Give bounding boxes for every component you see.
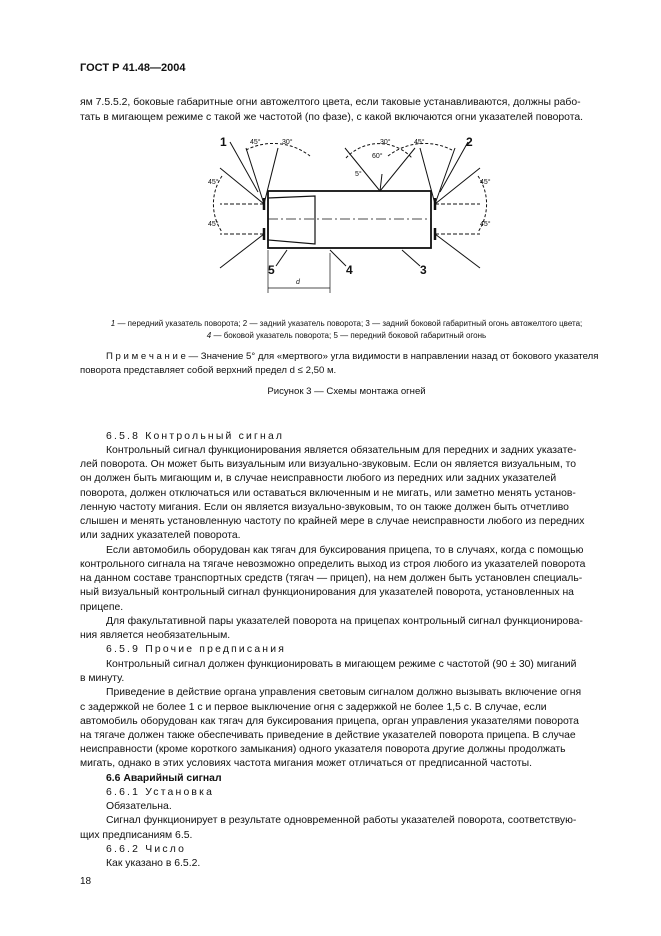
s659-p2-l6: мигать, однако в этих условиях частота мигания может отличаться от предписанной частоты.: [80, 758, 532, 769]
angle-45-right-up: 45°: [414, 139, 425, 146]
angle-45-right-top: 45°: [480, 179, 491, 186]
s658-p2-l2: контрольного сигнала на тягаче невозможно определить выход из строя любого из указателей поворота: [80, 559, 586, 570]
s658-p1-l2: лей поворота. Он может быть визуальным или визуально-звуковым. Если он является визуальным, то: [80, 459, 577, 470]
s658-p2-l4: ный визуальный контрольный сигнал функционирования для указателей поворота, установленных на: [80, 587, 574, 598]
page-header: ГОСТ Р 41.48—2004: [80, 62, 186, 74]
s659-heading: 6.5.9 Прочие предписания: [106, 644, 287, 655]
angle-45-left-up: 45°: [250, 139, 261, 146]
caption-text-2: — боковой указатель поворота; 5 — передний боковой габаритный огонь: [213, 331, 487, 340]
s658-p2-l5: прицепе.: [80, 602, 124, 613]
intro-line-2: тать в мигающем режиме с такой же частотой (по фазе), с какой включаются огни указателей поворота.: [80, 112, 584, 123]
s659-p2-l2: с задержкой не более 1 с и первое выключение огня с задержкой не более 1,5 с. В случае, если: [80, 702, 547, 713]
s658-p2-l3: на данном составе транспортных средств (тягач — прицеп), на нем должен быть установлен специаль-: [80, 573, 583, 584]
s658-p3-l2: ния является необязательным.: [80, 630, 231, 641]
vehicle-body: [268, 191, 431, 248]
s661-text: Обязательна.: [106, 801, 172, 812]
note-label: П р и м е ч а н и е: [106, 351, 186, 362]
caption-num-1: 1: [110, 319, 116, 328]
s658-p1-l1: Контрольный сигнал функционирования является обязательным для передних и задних указате-: [106, 445, 577, 456]
s661-p-l1: Сигнал функционирует в результате одновременной работы указателей поворота, соответствую-: [106, 815, 577, 826]
s659-p1-l1: Контрольный сигнал должен функционировать в мигающем режиме с частотой (90 ± 30) миганий: [106, 659, 577, 670]
fig-label-1: 1: [220, 135, 227, 149]
s662-text: Как указано в 6.5.2.: [106, 858, 201, 869]
s661-p-l2: щих предписаниям 6.5.: [80, 830, 193, 841]
s66-heading: 6.6 Аварийный сигнал: [106, 773, 222, 784]
figure-caption-1: [80, 318, 613, 330]
s661-heading: 6.6.1 Установка: [106, 787, 215, 798]
s658-heading: 6.5.8 Контрольный сигнал: [106, 431, 285, 442]
s658-p1-l5: ленную частоту мигания. Если он является визуально-звуковым, то он также должен быть отчетливо: [80, 502, 569, 513]
angle-30-right-up: 30°: [380, 139, 391, 146]
page-number: 18: [80, 876, 92, 887]
s659-p2-l1: Приведение в действие органа управления световым сигналом должно вызывать включение огня: [106, 687, 582, 698]
fig-label-2: 2: [466, 135, 473, 149]
s658-p1-l6: слышен и менять установленную частоту по крайней мере в случае неисправности любого из передних: [80, 516, 585, 527]
angle-45-left-bottom: 45°: [208, 221, 219, 228]
dimension-d: d: [296, 279, 300, 286]
angle-45-left-top: 45°: [208, 179, 219, 186]
figure-3-diagram: [150, 128, 530, 303]
s659-p2-l3: автомобиль оборудован как тягач для буксирования прицепа, орган управления указателями поворота: [80, 716, 579, 727]
s659-p2-l4: на тягаче должен также обеспечивать приведение в действие указателей поворота прицепа. В случае: [80, 730, 576, 741]
fig-label-5: 5: [268, 263, 275, 277]
s658-p3-l1: Для факультативной пары указателей поворота на прицепах контрольный сигнал функционирова-: [106, 616, 583, 627]
s662-heading: 6.6.2 Число: [106, 844, 187, 855]
angle-30-left-up: 30°: [282, 139, 293, 146]
angle-45-right-bottom: 45°: [480, 221, 491, 228]
s658-p2-l1: Если автомобиль оборудован как тягач для буксирования прицепа, то в случаях, когда с помощью: [106, 545, 584, 556]
note-line-1: — Значение 5° для «мертвого» угла видимости в направлении назад от бокового указателя: [185, 351, 599, 362]
caption-text-1: — передний указатель поворота; 2 — задний указатель поворота; 3 — задний боковой габаритный огонь автожелтого цвета;: [117, 319, 583, 328]
figure-caption-2: [80, 330, 613, 342]
s659-p2-l5: неисправности (кроме короткого замыкания) одного указателя поворота другие должны продолжать: [80, 744, 566, 755]
intro-line-1: ям 7.5.5.2, боковые габаритные огни автожелтого цвета, если таковые устанавливаются, должны рабо-: [80, 97, 581, 108]
s658-p1-l7: или задних указателей поворота.: [80, 530, 241, 541]
s659-p1-l2: в минуту.: [80, 673, 125, 684]
caption-num-2: 4: [206, 331, 212, 340]
angle-5: 5°: [355, 171, 362, 178]
s658-p1-l3: он должен быть мигающим и, в случае неисправности любого из передних или задних указателей: [80, 473, 557, 484]
angle-60: 60°: [372, 153, 383, 160]
fig-label-3: 3: [420, 263, 427, 277]
fig-label-4: 4: [346, 263, 353, 277]
figure-note: [80, 349, 613, 364]
s658-p1-l4: поворота, должен отключаться или оставаться включенным и не мигать, или заметно менять установ-: [80, 488, 576, 499]
figure-title: Рисунок 3 — Схемы монтажа огней: [267, 386, 426, 397]
note-line-2: поворота представляет собой верхний предел d ≤ 2,50 м.: [80, 365, 337, 376]
